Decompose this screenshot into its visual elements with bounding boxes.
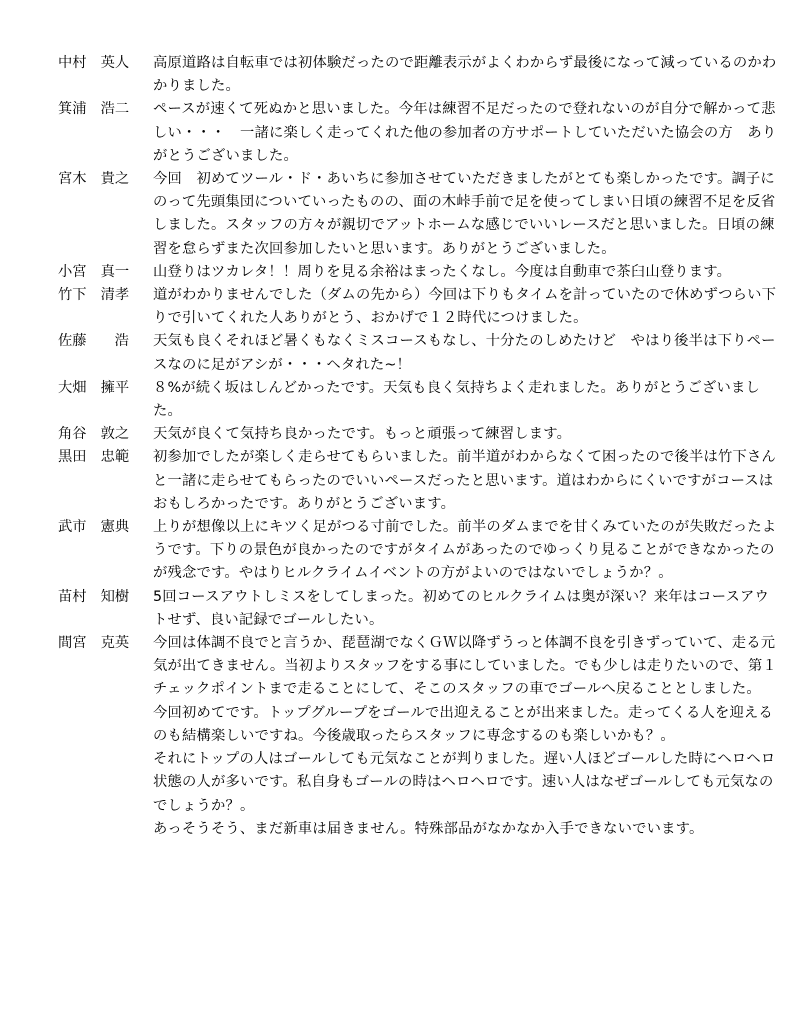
comment-paragraph: それにトップの人はゴールしても元気なことが判りました。遅い人ほどゴールした時にヘロヘロ状態の人が多いです。私自身もゴールの時はヘロヘロです。速い人はなぜゴールしても元気なのでしょうか？。 — [153, 751, 776, 814]
entry-nakamura — [58, 52, 778, 98]
participant-name — [58, 261, 153, 284]
family-name: 大畑 — [58, 379, 87, 396]
entry-mamiya — [58, 632, 778, 841]
participant-name — [58, 330, 153, 353]
family-name: 箕浦 — [58, 101, 87, 118]
family-name: 角谷 — [58, 426, 87, 443]
family-name: 武市 — [58, 519, 87, 536]
participant-name — [58, 284, 153, 307]
participant-comment — [153, 377, 778, 423]
participant-name — [58, 52, 153, 75]
entry-sato — [58, 330, 778, 376]
entry-takeshita — [58, 284, 778, 330]
entry-miyaki — [58, 168, 778, 261]
comment-paragraph: 道がわかりませんでした（ダムの先から）今回は下りもタイムを計っていたので休めずつらい下りで引いてくれた人ありがとう、おかげで１２時代につけました。 — [153, 287, 777, 327]
comment-paragraph: 今回初めてです。トップグループをゴールで出迎えることが出来ました。走ってくる人を迎えるのも結構楽しいですね。今後歳取ったらスタッフに専念するのも楽しいかも？。 — [153, 704, 773, 744]
participant-comment — [153, 261, 778, 284]
family-name: 宮木 — [58, 171, 87, 188]
comment-paragraph: あっそうそう、まだ新車は届きません。特殊部品がなかなか入手できないでいます。 — [153, 820, 704, 837]
entry-naemura — [58, 586, 778, 632]
entry-kuroda — [58, 446, 778, 516]
participant-name — [58, 377, 153, 400]
participant-comment — [153, 98, 778, 168]
participant-name — [58, 423, 153, 446]
given-name: 貴之 — [100, 171, 130, 188]
participant-comment — [153, 284, 778, 330]
comment-paragraph: 今回は体調不良でと言うか、琵琶湖でなくＧＷ以降ずうっと体調不良を引きずっていて、走る元気が出てきません。当初よりスタッフをする事にしていました。でも少しは走りたいので、第１チェックポイントまで走ることにして、そこのスタッフの車でゴールへ戻ることとしました。 — [153, 635, 777, 698]
comment-paragraph: 上りが想像以上にキツく足がつる寸前でした。前半のダムまでを甘くみていたのが失敗だったようです。下りの景色が良かったのですがタイムがあったのでゆっくり見ることができなかったのが残念です。やはりヒルクライムイベントの方がよいのではないでしょうか？。 — [153, 519, 777, 582]
participant-comment — [153, 516, 778, 586]
participant-comment — [153, 168, 778, 261]
comment-list — [58, 52, 778, 841]
participant-name — [58, 516, 153, 539]
family-name: 間宮 — [58, 635, 87, 652]
given-name: 克英 — [100, 635, 130, 652]
family-name: 黒田 — [58, 449, 87, 466]
comment-paragraph: 今回 初めてツール・ド・あいちに参加させていただきましたがとても楽しかったです。調子にのって先頭集団についていったものの、面の木峠手前で足を使ってしまい日頃の練習不足を反省しました。スタッフの方々が親切でアットホームな感じでいいレースだと思いました。日頃の練習を怠らずまた次回参加したいと思います。ありがとうございました。 — [153, 171, 776, 257]
participant-comment — [153, 52, 778, 98]
given-name: 浩 — [114, 333, 129, 350]
participant-comment — [153, 632, 778, 841]
comment-paragraph: 初参加でしたが楽しく走らせてもらいました。前半道がわからなくて困ったので後半は竹下さんと一諸に走らせてもらったのでいいペースだったと思います。道はわからにくいですがコースはおもしろかったです。ありがとうございます。 — [153, 449, 776, 512]
comment-paragraph: ８%が続く坂はしんどかったです。天気も良く気持ちよく走れました。ありがとうございました。 — [153, 379, 761, 420]
given-name: 真一 — [100, 263, 130, 280]
entry-ohata — [58, 377, 778, 423]
participant-comment — [153, 330, 778, 376]
given-name: 擁平 — [100, 379, 130, 396]
participant-name — [58, 632, 153, 655]
entry-minoura — [58, 98, 778, 168]
given-name: 敦之 — [100, 426, 130, 443]
family-name: 小宮 — [58, 263, 87, 280]
family-name: 竹下 — [58, 287, 87, 304]
comment-paragraph: 山登りはツカレタ！！周りを見る余裕はまったくなし。今度は自動車で茶臼山登ります。 — [153, 263, 732, 280]
given-name: 英人 — [100, 55, 130, 71]
comment-paragraph: 5回コースアウトしミスをしてしまった。初めてのヒルクライムは奥が深い？来年はコースアウトせず、良い記録でゴールしたい。 — [153, 588, 770, 628]
participant-name — [58, 586, 153, 609]
participant-name — [58, 168, 153, 191]
participant-name — [58, 98, 153, 121]
comment-paragraph: 天気が良くて気持ち良かったです。もっと頑張って練習します。 — [153, 426, 572, 443]
comment-paragraph: 高原道路は自転車では初体験だったので距離表示がよくわからず最後になって減っているのかわかりました。 — [153, 55, 777, 95]
given-name: 浩二 — [100, 101, 130, 118]
participant-comment — [153, 423, 778, 446]
family-name: 中村 — [58, 55, 87, 71]
participant-name — [58, 446, 153, 469]
given-name: 清孝 — [100, 287, 130, 304]
family-name: 苗村 — [58, 588, 87, 605]
entry-sumiya — [58, 423, 778, 446]
participant-comment — [153, 446, 778, 516]
given-name: 知樹 — [100, 588, 130, 605]
comment-paragraph: 天気も良くそれほど暑くもなくミスコースもなし、十分たのしめたけど やはり後半は下りペースなのに足がアシが・・・ヘタれた~！ — [153, 333, 776, 373]
comment-paragraph: ペースが速くて死ぬかと思いました。今年は練習不足だったので登れないのが自分で解かって悲しい・・・ 一諸に楽しく走ってくれた他の参加者の方サポートしていただいた協会の方 ありがとうございました。 — [153, 101, 777, 164]
entry-komiya — [58, 261, 778, 284]
given-name: 忠範 — [100, 449, 130, 466]
participant-comment — [153, 586, 778, 632]
entry-takeichi — [58, 516, 778, 586]
given-name: 憲典 — [100, 519, 130, 536]
family-name: 佐藤 — [58, 333, 87, 350]
